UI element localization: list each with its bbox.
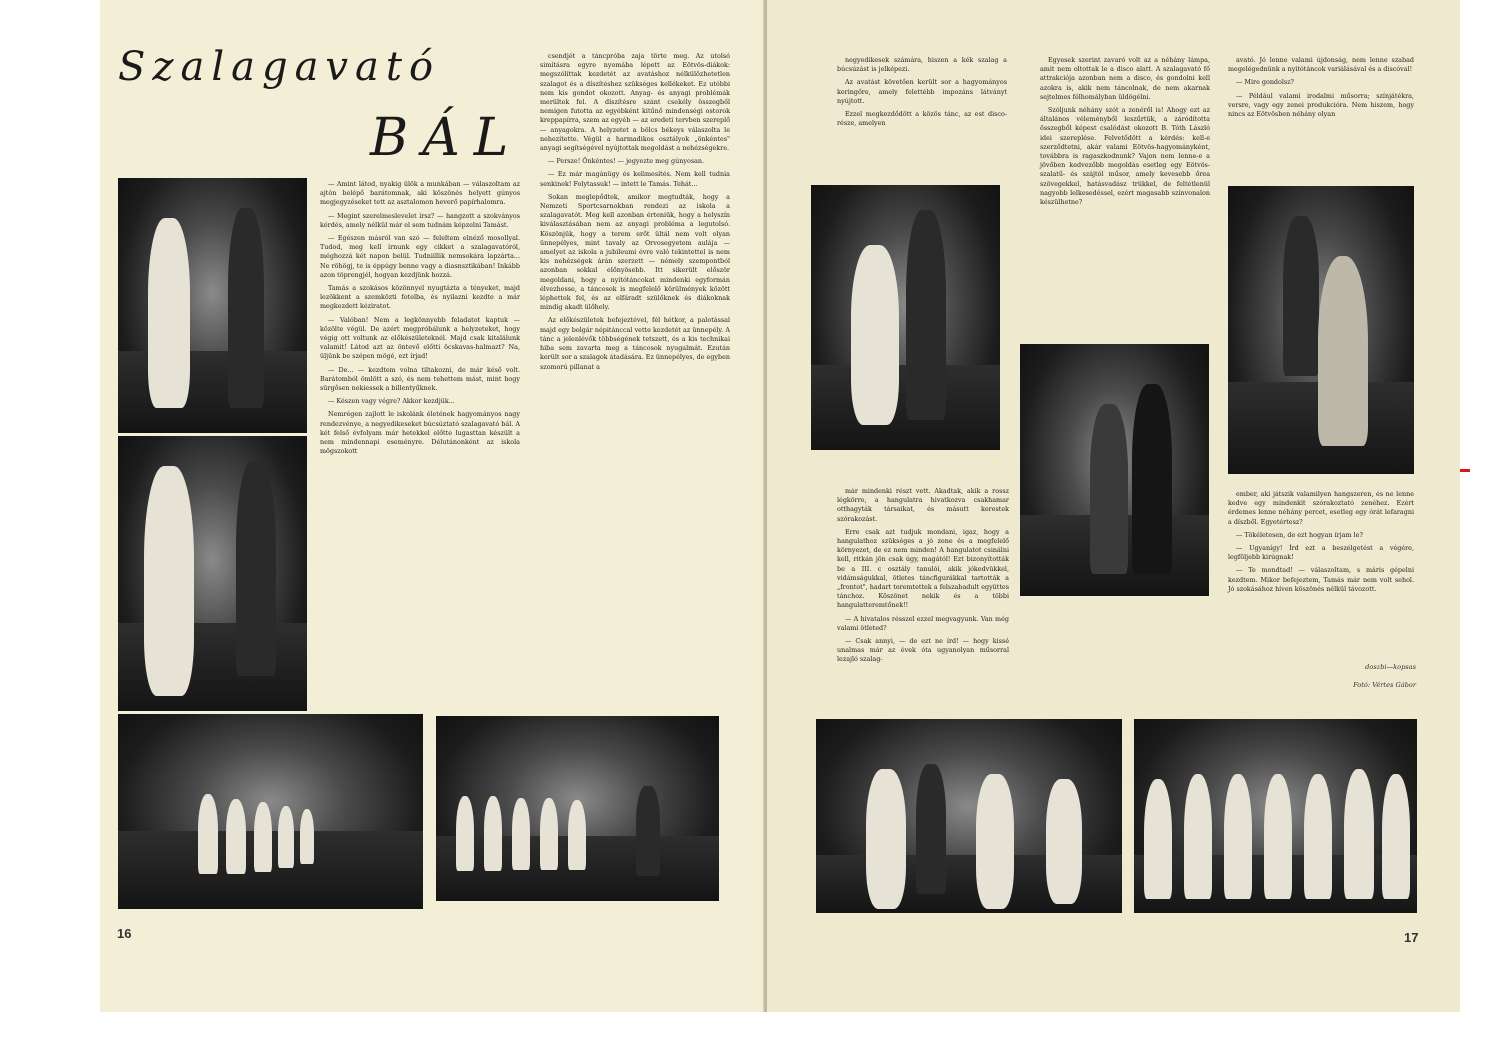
paragraph: csendjét a táncpróba zaja törte meg. Az utolsó simításra egyre nyomába lépett az Eötvös-diákok: megszólíttak kezdetét az avatáshoz nélkülözhetetlen szalagot és a díszítéshez szükséges kellékeket. Ez utóbbi nem kis gondot okozott. Anyag- és anyagi problémák merültek fel. A díszítésre szánt csekély összegből nemigen futotta az egyébként kitűnő mindenségi ostorok kreppapírra, szem az egyéb — az eredeti tervben szereplő — anyagokra. A helyzetet a bölcs békeys válaszolta le nehezítette. Végül a harmadikos osztályok „önkéntes" anyagi segítségével nyújtottak megoldást a nehézségekre.: [540, 52, 730, 153]
author-credit: doszbi—kopsas: [1365, 663, 1416, 671]
paragraph: — Tökéletesen, de ezt hogyan írjam le?: [1236, 530, 1363, 539]
photo-couple-dancing-right: [811, 185, 1000, 450]
photo-group-line-left: [118, 714, 423, 909]
paragraph: negyedikesek számára, hiszen a kék szalag a búcsúzást is jelképezi.: [837, 56, 1007, 74]
paragraph: Szóljunk néhány szót a zenéről is! Ahogy ezt az általános véleményből leszűrtük, a záródította összegből képest csalódást okozott B. Tóth László idei szereplése. Felvetődött a kérdés: kell-e szerződtetni, akár valami Eötvös-hagyományként, továbbra is ragaszkodnunk? Vajon nem lenne-e a jövőben kedvezőbb megoldás esetleg egy Eötvös-szalatű- és szájtól műsor, amely kevesebb őrea szövegekkel, hatásvadász trükkel, de feltétlenül nagyobb lelkesedéssel, ezért magasabb színvonalon készülhetne?: [1040, 106, 1210, 207]
paragraph: — Készen vagy végre? Akkor kezdjük...: [328, 397, 455, 406]
text-column-left-a: [320, 180, 520, 460]
photo-dancer-couple-1: [118, 178, 307, 433]
photo-dancer-couple-2: [118, 436, 307, 711]
photo-disco-couple: [1020, 344, 1209, 596]
text-column-right-b: [1040, 56, 1210, 211]
paragraph: Nemrégen zajlott le iskolánk életének hagyományos nagy rendezvénye, a negyedikeseket búcsúztató szalagavató bál. A két felső évfolyam már hetekkel előtte lugasttan készült a nem mindennapi eseményre. Délutánonként az iskola mögszokott: [320, 410, 520, 456]
red-margin-mark: [1460, 469, 1470, 472]
paragraph: — Egészen másról van szó — feleltem elnéző mosollyal. Tudod, meg kell írnunk egy cikket a szalagavatóról, méghozzá két napon belül. Tudniillik nemsokára lapzárta... Ne röhögj, te is éppúgy benne vagy a diasnsztikában! Inkább azon töprengjél, hogyan kezdjünk hozzá.: [320, 234, 520, 279]
paragraph: Sokan meglepődtek, amikor megtudták, hogy a Nemzeti Sportcsarnokban rendezi az iskola a szalagavatót. Meg kell azonban érteniük, hogy a helyszín kiválasztásában nem az anyagi probléma a legutolsó. Köszönjük, hogy a terem erőt ültál nem volt olyan ünnepélyes, mint tavaly az Orvosegyetem aulája — amelyet az iskola a jubileumi évre való tekintettel is nem kis nehézségek árán szerzett — némely szempontból azonban sokkal előnyösebb. Itt sikerült először megoldani, hogy a nyitótáncokat mindenki egyformán élvezhesse, a táncosok is megfelelő körülmények között léphettek fel, és az elfáradt szülőknek és diákoknak mindig akadt ülőhely.: [540, 192, 730, 312]
paragraph: — Valóban! Nem a legkönnyebb feladatot kaptuk — közölte végül. De azért megpróbálunk a helyzeteket, hogy végig ott voltunk az előkészületeknél. Majd csak kitalálunk valamit! Látod azt az öntevő előtti öcskavas-halmazt? Na, üljünk be szépen mögé, ezt írjad!: [320, 315, 520, 361]
paragraph: — Például valami irodalmi műsorra; színjátékra, versre, vagy egy zenei produkcióra. Nem hiszem, hogy nincs az Eötvösben néhány olyan: [1228, 91, 1414, 119]
paragraph: — Megint szerelmeslevelet írsz? — hangzott a szokványos kérdés, amely nélkül már el sem tudnám képzelni Tamást.: [320, 211, 520, 229]
paragraph: Ezzel megkezdődött a közös tánc, az est disco-része, amelyen: [837, 110, 1007, 128]
paragraph: Tamás a szokásos közönnyel nyugtázta a tényeket, majd lezökkent a szemközti fotelba, és nyilazni kezdte a már megkezdett kéziratot.: [320, 284, 520, 311]
page-number-right: 17: [1404, 930, 1419, 945]
paragraph: avató. Jó lenne valami újdonság, nem lenne szabad megelégednünk a nyitótáncok variálásával és a discóval!: [1228, 56, 1414, 74]
paragraph: — Persze! Önkéntes! — jegyezte meg gúnyosan.: [548, 157, 705, 166]
text-column-left-b: [540, 52, 730, 376]
paragraph: — Csak annyi, — de ezt ne írd! — hogy kissé unalmas már az évek óta ugyanolyan műsorral lezajló szalag-: [837, 637, 1009, 664]
photo-dancing-woman: [1228, 186, 1414, 474]
photo-group-folk-costume-1: [816, 719, 1122, 913]
paragraph: — Ez már magánügy és kelimesítés. Nem kell tudnia senkinek! Folytassuk! — intett le Tamás. Tehát...: [540, 170, 730, 188]
text-column-right-a-top: [837, 56, 1007, 132]
paragraph: — De... — kezdtem volna tiltakozni, de már késő volt. Barátomból ömlött a szó, és nem tehettem mást, mint hogy sürgősen nekiessek a billentyűknek.: [320, 365, 520, 393]
article-title-bal: BÁL: [370, 108, 523, 168]
text-column-right-c-bottom: [1228, 490, 1414, 598]
paragraph: Erre csak azt tudjuk mondani, igaz, hogy a hangulathoz szükséges a jó zene és a megfelelő környezet, de ez nem minden! A hangulatot csinálni kell, ritkán jön csak úgy, magától! Ezt bizonyították be a III. c osztály tanulói, akik jókedvükkel, vidámságukkal, ötletes táncfigurákkal tartották a „frontot", hadart teremtettek a felszabadult együttes tánchoz. Köszönet nekik és a többi hangulatteremtőnek!!: [837, 527, 1009, 610]
page-number-left: 16: [117, 926, 132, 941]
photo-credit: Fotó: Vértes Gábor: [1353, 681, 1416, 689]
text-column-right-c-top: [1228, 56, 1414, 123]
text-column-right-a-bottom: [837, 487, 1009, 669]
paragraph: — A hivatalos résszel ezzel megvagyunk. Van még valami ötleted?: [837, 614, 1009, 632]
paragraph: Az avatást követően került sor a hagyományos keringőre, amely felettébb impozáns látványt nyújtott.: [837, 78, 1007, 105]
paragraph: — Mire gondolsz?: [1236, 78, 1294, 87]
paragraph: már mindenki részt vett. Akadtak, akik a rossz légkörre, a hangulatra hivatkozva csakhamar otthagyták társaikat, és másutt kerestek szórakozást.: [837, 487, 1009, 523]
paragraph: — Ugyanígy! Írd ezt a beszélgetést a végére, legföljebb kirúgnak!: [1228, 544, 1414, 562]
photo-dance-hall: [436, 716, 719, 901]
paragraph: ember, aki játszik valamilyen hangszeren, és ne lenne kedve egy mindenkit szórakoztató zenéhez. Ezért érdemes lenne néhány percet, esetleg egy órát lefaragni a díszből. Egyetértesz?: [1228, 490, 1414, 526]
paragraph: Egyesek szerint zavaró volt az a néhány lámpa, amit nem oltottak le a disco alatt. A szalagavató fő attrakciója azonban nem a disco, és gondolni kell azokra is, akik nem táncolnak, de nem akarnak sejtelmes félhomályban üldögélni.: [1040, 56, 1210, 101]
paragraph: — Te mondtad! — válaszoltam, s máris gépelni kezdtem. Mikor befejeztem, Tamás már nem volt sehol. Jó szokásához híven köszönés nélkül távozott.: [1228, 566, 1414, 593]
photo-group-folk-costume-2: [1134, 719, 1417, 913]
paragraph: Az előkészületek befejeztével, fél hétkor, a palotással majd egy bolgár népitánccal vette kezdetét az ünnepély. A tánc a jelenlévők többségének tetszett, és a kis technikai hiba sem zavarta meg a táncosok nyugalmát. Ezután került sor a szalagok átadására. Ez ünnepélyes, de egyben szomorú pillanat a: [540, 316, 731, 371]
article-title: Szalagavató: [118, 44, 441, 90]
paragraph: — Amint látod, nyakig ülök a munkában — válaszoltam az ajtón belépő barátomnak, aki köszönés helyett gúnyos megjegyzéseket tett az asztalomon heverő papírhalomra.: [320, 180, 520, 207]
